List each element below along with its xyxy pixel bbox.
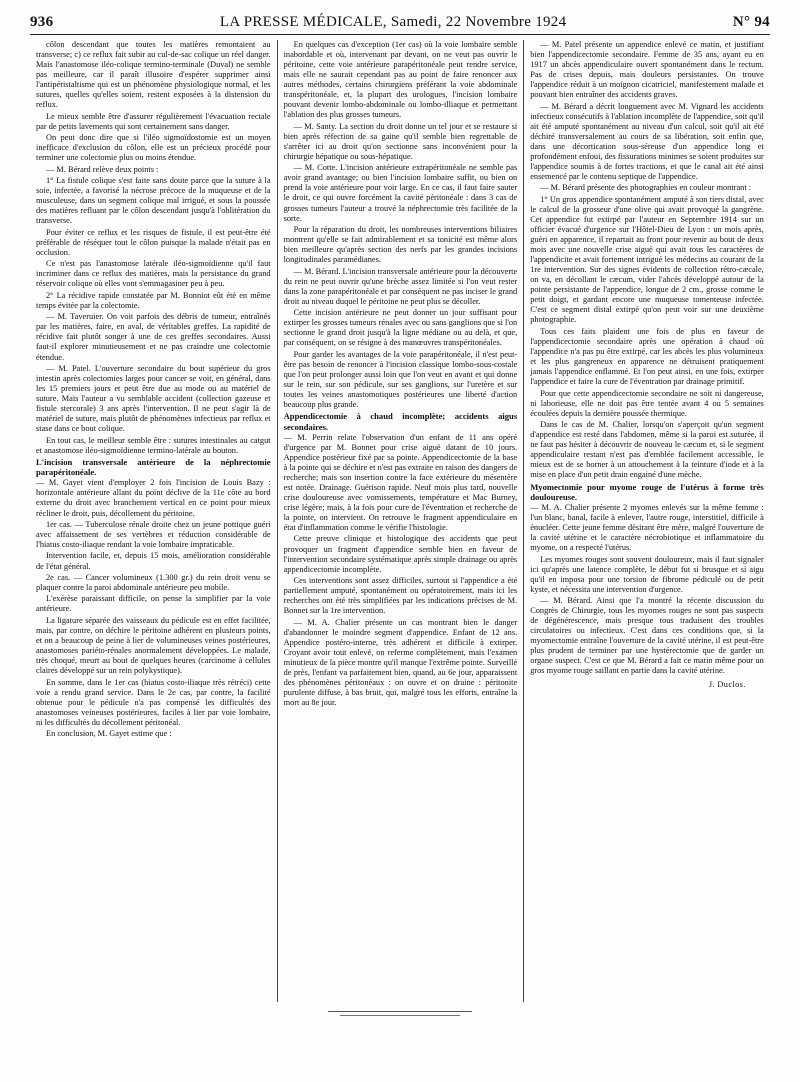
paragraph: Les myomes rouges sont souvent douloureux, mais il faut signaler ici qu'après une latence complète, le début fut si brusque et si aigu qu'il en imposa pour une torsion de fibrome pédiculé ou de petit kyste, et nécessita une intervention d'urgence. bbox=[530, 554, 764, 594]
paragraph: — M. Bérard présente des photographies en couleur montrant : bbox=[540, 183, 752, 193]
paragraph: — M. Patel présente un appendice enlevé ce matin, et justifiant bien l'appendicectomie secondaire. Femme de 35 ans, ayant eu en 1917 un abcès appendiculaire ouvert spontanément dans le rectum. Pas de crises depuis, mais douleurs persistantes. On trouve l'appendice réduit à un moignon cicatriciel, manifestement malade et pouvant bien entraîner des accidents graves. bbox=[530, 40, 764, 100]
column-1 bbox=[30, 40, 277, 1002]
paragraph: 1° La fistule colique s'est faite sans doute parce que la suture à la soie, infectée, a favorisé la nécrose précoce de la muqueuse et de la musculeuse, dans un segment colique mal irrigué, et sous la poussée des matières refluant par le côlon descendant jusqu'à l'oblitération du transverse. bbox=[36, 176, 271, 226]
paragraph: — M. A. Chalier présente un cas montrant bien le danger d'abandonner le moindre segment d'appendice. Enfant de 12 ans. Appendice postéro-interne, très adhérent et difficile à extirper. Croyant avoir tout enlevé, on referme complètement, mais l'examen minutieux de la pièce montre qu'il manque l'extrême pointe. Surveillé de près, l'enfant va parfaitement bien, quand, au 6e jour, apparaissent des phénomènes péritonéaux : on ouvre et on draine : péritonite purulente diffuse, à bas bruit, qui, malgré tous les efforts, entraîne la mort au 8e jour. bbox=[283, 617, 518, 707]
paragraph: Tous ces faits plaident une fois de plus en faveur de l'appendicectomie secondaire après une opération à chaud où l'appendice n'a pas pu être extirpé, car les abcès les plus volumineux et les plus gangreneux en apparence ne détruisent pratiquement jamais l'appendice enflammé. Et l'on peut ainsi, en une fois, extirper l'appendice et faire la cure de l'éventration par drainage primitif. bbox=[530, 326, 764, 387]
section-heading: L'incision transversale antérieure de la néphrectomie parapéritonéale. bbox=[36, 457, 271, 478]
paragraph: 1er cas. — Tuberculose rénale droite chez un jeune pottique guéri avec affaissement de ses vertèbres et réduction considérable de l'hiatus costo-iliaque rendant la voie lombaire impraticable. bbox=[36, 519, 271, 550]
paragraph: Le mieux semble être d'assurer régulièrement l'évacuation rectale par de petits lavements qui sont certainement sans danger. bbox=[36, 111, 271, 131]
paragraph: Ces interventions sont assez difficiles, surtout si l'appendice a été partiellement amputé, spontanément ou opératoirement, mais ici les recherches ont été très simplifiées par les indications précises de M. Bonnet sur la 1re intervention. bbox=[283, 576, 518, 616]
paragraph: — M. Bérard a décrit longuement avec M. Vignard les accidents infectieux consécutifs à l'ablation incomplète de l'appendice, soit qu'il ait été amputé spontanément au niveau d'un calcul, soit qu'il ait été déchiré transversalement au cours de sa libération, soit enfin que, dans une décortication sous-séreuse d'un appendice long et profondément enfoui, des fissurations minimes se soient produites sur l'appendice soumis à de fortes tractions, et que le canal ait été ainsi ensemencé par le contenu septique de l'appendice. bbox=[530, 101, 764, 181]
paragraph: — M. A. Chalier présente 2 myomes enlevés sur la même femme : l'un blanc, banal, facile à enlever, l'autre rouge, interstitiel, difficile à énucléer. Cette jeune femme désirant être mère, malgré l'ouverture de la cavité utérine et le caractère nécrobiotique et inflammatoire du myome, on a respecté l'utérus. bbox=[530, 502, 764, 553]
section-heading: Appendicectomie à chaud incomplète; accidents aigus secondaires. bbox=[283, 411, 518, 432]
paragraph: Cette incision antérieure ne peut donner un jour suffisant pour extirper les grosses tumeurs rénales avec ou sans ganglions que si l'on sectionne le grand droit jusqu'à la ligne médiane ou au delà, et que, par conséquent, on se résigne à des manœuvres transpéritonéales. bbox=[283, 308, 518, 348]
paragraph: Pour que cette appendicectomie secondaire ne soit ni dangereuse, ni laborieuse, elle ne doit pas être tentée avant 4 ou 5 semaines écoulées depuis la dernière poussée thermique. bbox=[530, 388, 764, 418]
paragraph: — M. Perrin relate l'observation d'un enfant de 11 ans opéré d'urgence par M. Bonnet pour crise aiguë datant de 10 jours. Appendice postérieur fixé par sa pointe. Appendicectomie de la base à la pointe qui se déchire et n'est pas extraite en raison des dangers de recherche; mais son insertion contre la face extérieure du mésentère est notée. Drainage. Guérison rapide. Neuf mois plus tard, nouvelle crise douloureuse avec vomissements, température et Mac Burney, crise légère; mais, à la fois pour cure de l'éventration et recherche de la pointe, on intervient. On retrouve le fragment appendiculaire en état d'inflammation comme le vérifie l'histologie. bbox=[283, 432, 518, 533]
paragraph: Pour garder les avantages de la voie parapéritonéale, il n'est peut-être pas besoin de renoncer à l'incision classique lombo-sous-costale que l'on peut prolonger aussi loin que l'on veut en avant et qui donne sur le rein, sur son pédicule, sur ses ganglions, sur l'uretère et sur toutes les veines anastomotiques postérieures une liberté d'action beaucoup plus grande. bbox=[283, 349, 518, 409]
paragraph: Ce n'est pas l'anastomose latérale iléo-sigmoïdienne qu'il faut incriminer dans ce reflux des matières, mais la persistance du grand réservoir colique où elles vont s'emmagasiner peu à peu. bbox=[36, 259, 271, 289]
column-3 bbox=[523, 40, 770, 1002]
paragraph: L'exérèse paraissant difficile, on pense la simplifier par la voie antérieure. bbox=[36, 594, 271, 614]
paragraph: En quelques cas d'exception (1er cas) où la voie lombaire semble inabordable et où, intervenant par devant, on ne veut pas ouvrir le péritoine, cette voie antérieure parapéritonéale peut rendre service, mais elle ne saurait cependant pas au point de faire renoncer aux autres méthodes, certains chirurgiens préférant la voie abdominale transpéritonéale, et, la plupart des urologues, l'incision lombaire pouvant devenir lombo-abdominale ou lombo-illiaque et permettant l'ablation des plus grosses tumeurs. bbox=[283, 40, 518, 120]
closing-rule bbox=[328, 1011, 472, 1012]
paragraph: — M. Bérard relève deux points : bbox=[46, 164, 159, 174]
paragraph: Intervention facile, et, depuis 15 mois, amélioration considérable de l'état général. bbox=[36, 551, 271, 571]
closing-rule-short bbox=[340, 1015, 460, 1016]
article-columns bbox=[30, 40, 770, 1002]
paragraph: En tout cas, le meilleur semble être : sutures intestinales au catgut et anastomose iléo-sigmoïdienne termino-latérale au bouton. bbox=[36, 435, 271, 455]
paragraph: La ligature séparée des vaisseaux du pédicule est en effet facilitée, mais, par contre, on déchire le péritoine adhérent en plusieurs points, et on a beaucoup de peine à lier de volumineuses veines postérieures, anastomoses pariéto-rénales anormalement développées. Le malade, très choqué, meurt au bout de quelques heures (carcinome à cellules claires développé sur un rein polykystique). bbox=[36, 615, 271, 676]
page-header bbox=[30, 14, 770, 35]
paragraph: côlon descendant que toutes les matières remontaient au transverse; c) ce reflux fait subir au cul-de-sac colique un réel danger. Mais l'anastomose iléo-colique termino-terminale (Duval) ne semble pas meilleure, car il paraît illusoire d'espérer supprimer ainsi l'antipéristaltisme qui est un phénomène physiologique normal, et les sutures, quelles qu'elles soient, restent exposées à la distension du reflux. bbox=[36, 40, 271, 110]
paragraph: On peut donc dire que si l'iléo sigmoïdostomie est un moyen inefficace d'exclusion du côlon, elle est un précieux procédé pour terminer une colectomie plus ou moins étendue. bbox=[36, 133, 271, 163]
paragraph: — M. Gayet vient d'employer 2 fois l'incision de Louis Bazy : horizontale antérieure allant du point déclive de la 11e côte au bord externe du droit avec branchement vertical en ce point pour mieux récliner le droit, puis, décollement du péritoine. bbox=[36, 478, 271, 518]
section-heading: Myomectomie pour myome rouge de l'utérus à forme très douloureuse. bbox=[530, 481, 764, 502]
column-2 bbox=[277, 40, 524, 1002]
paragraph: Cette preuve clinique et histologique des accidents que peut provoquer un fragment d'appendice semble bien en faveur de l'intervention secondaire systématique après simple drainage ou après appendicectomie incomplète. bbox=[283, 534, 518, 574]
journal-title-date: LA PRESSE MÉDICALE, Samedi, 22 Novembre 1924 bbox=[219, 14, 567, 30]
paragraph: — M. Taveruier. On voit parfois des débris de tumeur, entraînés par les matières, faire, en aval, de véritables greffes. La rapidité de récidive fait plutôt songer à une de ces greffes secondaires. Aussi faut-il explorer minutieusement et ne pas craindre une colectomie étendue. bbox=[36, 312, 271, 362]
paragraph: — M. Bérard. L'incision transversale antérieure pour la découverte du rein ne peut ouvrir qu'une brèche assez limitée si l'on veut rester dans la zone parapéritonéale et par conséquent ne pas inciser le grand droit au niveau duquel le péritoine ne peut plus se décoller. bbox=[283, 266, 518, 306]
paragraph: En somme, dans le 1er cas (hiatus costo-iliaque très rétréci) cette voie a rendu grand service. Dans le 2e cas, par contre, la facilité obtenue pour le pédicule n'a pas compensé les difficultés des anastomoses veineuses postérieures, faciles à lier par voie lombaire, ni les difficultés du décollement péritonéal. bbox=[36, 677, 271, 727]
paragraph: Pour la réparation du droit, les nombreuses interventions biliaires montrent qu'elle se fait admirablement et sa tonicité est même alors bien meilleure qu'après section des nerfs par les grandes incisions longitudinales paramédianes. bbox=[283, 225, 518, 265]
issue-number: N° 94 bbox=[732, 14, 770, 30]
paragraph: 2e cas. — Cancer volumineux (1.300 gr.) du rein droit venu se plaquer contre la paroi abdominale antérieure peu mobile. bbox=[36, 572, 271, 592]
paragraph: — M. Cotte. L'incision antérieure extrapéritonéale ne semble pas avoir grand avantage; ou bien l'incision lombaire suffit, ou bien on prend la voie antérieure pour voir large. En ce cas, il faut faire sauter le droit, ce qui ouvre forcément la cavité péritonéale : dans 3 cas de grosses tumeurs l'auteur a trouvé la néphrectomie très facilitée de la sorte. bbox=[283, 163, 518, 223]
paragraph: Dans le cas de M. Chalier, lorsqu'on s'aperçoit qu'un segment d'appendice est resté dans l'abdomen, même si la paroi est suturée, il ne faut pas hésiter à découvrir de nouveau le cæcum et, si le segment appendiculaire restant n'est pas d'emblée facilement accessible, le mieux est de se borner à un attouchement à la teinture d'iode et à la mise en place d'un petit drain engainé d'une mèche. bbox=[530, 420, 764, 480]
page-number: 936 bbox=[30, 14, 54, 30]
paragraph: Pour éviter ce reflux et les risques de fistule, il est peut-être été préférable de réséquer tout le côlon puisque la malade n'était pas en occlusion. bbox=[36, 227, 271, 257]
paragraph: — M. Bérard. Ainsi que l'a montré la récente discussion du Congrès de Chirurgie, tous les myomes rouges ne sont pas suspects de dégénérescence, mais presque tous traduisent des troubles circulatoires ou infectieux. C'est dans ces conditions que, si la myomectomie entraîne l'ouverture de la cavité utérine, il est peut-être plus prudent de terminer par une hystérectomie que de garder un organe suspect. C'est ce que M. Bérard a fait ce matin même pour un gros myome rouge saillant en partie dans la cavité utérine. bbox=[530, 596, 764, 676]
paragraph: — M. Santy. La section du droit donne un tel jour et se restaure si bien après réfection de sa gaine qu'il semble bien regrettable de s'arrêter ici au droit qu'on sectionne sans inconvénient pour la chirurgie hépatique ou sous-hépatique. bbox=[283, 121, 518, 161]
paragraph: En conclusion, M. Gayet estime que : bbox=[46, 729, 172, 739]
paragraph: 1° Un gros appendice spontanément amputé à son tiers distal, avec le calcul de la grosseur d'une olive qui avait provoqué la gangrène. Cet appendice fut extirpé par l'auteur en Septembre 1914 sur un officier évacué d'urgence sur l'Hôtel-Dieu de Lyon : un mois après, guéri en apparence, il repartait au front pour revenir au bout de deux mois avec une nouvelle crise aiguë qui avait tous les caractères de l'appendicite et avait fortement intrigué les médecins au courant de la 1re intervention. Sur des signes évidents de collection rétro-cæcale, on va, en décollant le cæcum, vider l'abcès développé autour de la pointe persistante de l'appendice, longue de 2 cm., grosse comme le petit doigt, et gardant encore une muqueuse tomenteuse infectée. C'est ce segment distal extirpé qu'on peut voir sur une deuxième photographie. bbox=[530, 194, 764, 325]
paragraph: — M. Patel. L'ouverture secondaire du bout supérieur du gros intestin après colectomies larges pour cancer se voit, en général, dans les 15 premiers jours et peut être due au mode ou au matériel de suture. Mais l'auteur a vu semblable accident (collection gazeuse et fistule stercorale) 3 ans après l'intervention. Il ne peut s'agir là de matériel de suture, mais plutôt de phénomènes infectieux par reflux et stase dans ce bout colique. bbox=[36, 363, 271, 434]
author-signature: J. Duclos. bbox=[708, 679, 746, 689]
paragraph: 2° La récidive rapide constatée par M. Bonniot eût été en même temps évitée par la colectomie. bbox=[36, 290, 271, 310]
